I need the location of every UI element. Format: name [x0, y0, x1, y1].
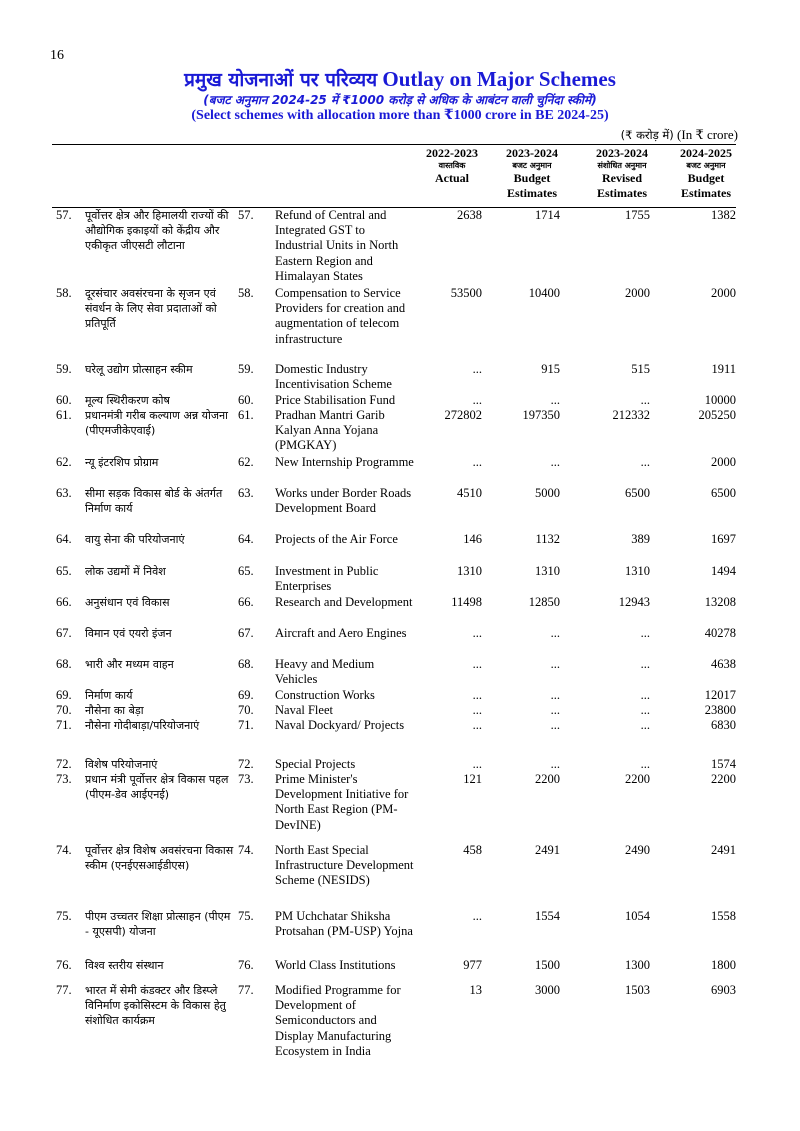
row-number-hindi: 65.	[56, 564, 72, 578]
row-number-hindi: 71.	[56, 718, 72, 732]
row-number-hindi: 63.	[56, 486, 72, 500]
value-actual-2022-23: 1310	[457, 564, 482, 578]
value-be-2024-25: 6830	[711, 718, 736, 732]
unit-label	[621, 127, 738, 143]
row-number-english: 68.	[238, 657, 254, 671]
value-be-2024-25: 2200	[711, 772, 736, 786]
row-number-english: 69.	[238, 688, 254, 702]
value-be-2023-24: 1500	[535, 958, 560, 972]
row-number-hindi: 61.	[56, 408, 72, 422]
value-actual-2022-23: ...	[472, 718, 482, 732]
value-re-2023-24: ...	[640, 757, 650, 771]
value-be-2023-24: 1132	[535, 532, 560, 546]
value-actual-2022-23: 2638	[457, 208, 482, 222]
scheme-name-english: Pradhan Mantri Garib Kalyan Anna Yojana (PMGKAY)	[275, 408, 385, 453]
value-be-2024-25: 2491	[711, 843, 736, 857]
title-english: Outlay on Major Schemes	[382, 67, 616, 91]
row-number-hindi: 73.	[56, 772, 72, 786]
row-number-hindi: 76.	[56, 958, 72, 972]
value-re-2023-24: 2200	[625, 772, 650, 786]
scheme-name-hindi: प्रधान मंत्री पूर्वोत्तर क्षेत्र विकास पहल (पीएम-डेव आईएनई)	[85, 773, 229, 802]
scheme-name-hindi: सीमा सड़क विकास बोर्ड के अंतर्गत निर्माण कार्य	[85, 487, 223, 516]
row-number-english: 72.	[238, 757, 254, 771]
value-be-2024-25: 6500	[711, 486, 736, 500]
value-be-2024-25: 4638	[711, 657, 736, 671]
scheme-name-english: Works under Border Roads Development Board	[275, 486, 412, 516]
value-re-2023-24: ...	[640, 455, 650, 469]
value-re-2023-24: 1054	[625, 909, 650, 923]
scheme-name-english: Price Stabilisation Fund	[275, 393, 396, 407]
value-actual-2022-23: 146	[463, 532, 482, 546]
scheme-name-english: Prime Minister's Development Initiative for North East Region (PM-DevINE)	[275, 772, 409, 832]
value-be-2024-25: 1574	[711, 757, 736, 771]
value-actual-2022-23: 977	[463, 958, 482, 972]
value-actual-2022-23: 53500	[450, 286, 482, 300]
value-actual-2022-23: ...	[472, 757, 482, 771]
value-actual-2022-23: ...	[472, 657, 482, 671]
row-number-english: 67.	[238, 626, 254, 640]
value-actual-2022-23: 121	[463, 772, 482, 786]
value-be-2024-25: 40278	[704, 626, 736, 640]
row-number-english: 76.	[238, 958, 254, 972]
value-actual-2022-23: 13	[469, 983, 482, 997]
col-header-actual: 2022-2023 वास्तविक Actual	[426, 146, 478, 185]
value-actual-2022-23: ...	[472, 688, 482, 702]
value-be-2023-24: 5000	[535, 486, 560, 500]
value-be-2023-24: 2200	[535, 772, 560, 786]
row-number-english: 71.	[238, 718, 254, 732]
row-number-hindi: 68.	[56, 657, 72, 671]
scheme-name-english: Aircraft and Aero Engines	[275, 626, 407, 640]
subtitle-english: (Select schemes with allocation more than ₹1000 crore in BE 2024-25)	[191, 108, 609, 123]
value-actual-2022-23: ...	[472, 626, 482, 640]
value-be-2023-24: ...	[550, 703, 560, 717]
row-number-english: 61.	[238, 408, 254, 422]
page-title	[0, 66, 800, 92]
value-be-2023-24: ...	[550, 626, 560, 640]
scheme-name-hindi: दूरसंचार अवसंरचना के सृजन एवं संवर्धन के लिए सेवा प्रदाताओं को प्रतिपूर्ति	[85, 287, 217, 331]
value-be-2023-24: 1554	[535, 909, 560, 923]
value-actual-2022-23: ...	[472, 909, 482, 923]
scheme-name-hindi: न्यू इंटरशिप प्रोग्राम	[85, 456, 159, 469]
row-number-hindi: 66.	[56, 595, 72, 609]
scheme-name-english: Projects of the Air Force	[275, 532, 398, 546]
scheme-name-english: PM Uchchatar Shiksha Protsahan (PM-USP) Yojna	[275, 909, 413, 939]
scheme-name-hindi: घरेलू उद्योग प्रोत्साहन स्कीम	[85, 363, 193, 376]
value-be-2024-25: 1494	[711, 564, 736, 578]
scheme-name-hindi: निर्माण कार्य	[85, 689, 133, 702]
scheme-name-english: North East Special Infrastructure Development Scheme (NESIDS)	[275, 843, 414, 888]
value-re-2023-24: ...	[640, 718, 650, 732]
row-number-english: 75.	[238, 909, 254, 923]
row-number-hindi: 57.	[56, 208, 72, 222]
value-be-2024-25: 6903	[711, 983, 736, 997]
row-number-english: 73.	[238, 772, 254, 786]
value-re-2023-24: 6500	[625, 486, 650, 500]
scheme-name-english: World Class Institutions	[275, 958, 396, 972]
row-number-english: 74.	[238, 843, 254, 857]
scheme-name-english: Research and Development	[275, 595, 413, 609]
scheme-name-hindi: पूर्वोत्तर क्षेत्र विशेष अवसंरचना विकास स्कीम (एनईएसआईडीएस)	[85, 844, 234, 873]
value-be-2023-24: 1310	[535, 564, 560, 578]
row-number-hindi: 58.	[56, 286, 72, 300]
row-number-hindi: 77.	[56, 983, 72, 997]
row-number-hindi: 72.	[56, 757, 72, 771]
row-number-hindi: 74.	[56, 843, 72, 857]
scheme-name-hindi: प्रधानमंत्री गरीब कल्याण अन्न योजना (पीएमजीकेएवाई)	[85, 409, 228, 438]
value-actual-2022-23: ...	[472, 703, 482, 717]
scheme-name-hindi: विशेष परियोजनाएं	[85, 758, 158, 771]
scheme-name-hindi: नौसेना गोदीबाड़ा/परियोजनाएं	[85, 719, 200, 732]
scheme-name-hindi: लोक उद्यमों में निवेश	[85, 565, 166, 578]
scheme-name-english: Investment in Public Enterprises	[275, 564, 379, 594]
value-actual-2022-23: ...	[472, 362, 482, 376]
value-be-2024-25: 205250	[698, 408, 736, 422]
value-be-2023-24: ...	[550, 393, 560, 407]
page-number: 16	[50, 48, 64, 63]
row-number-english: 59.	[238, 362, 254, 376]
row-number-english: 58.	[238, 286, 254, 300]
value-re-2023-24: ...	[640, 657, 650, 671]
value-re-2023-24: ...	[640, 626, 650, 640]
unit-hindi: (₹ करोड़ में)	[620, 128, 674, 142]
row-number-english: 62.	[238, 455, 254, 469]
value-be-2023-24: ...	[550, 718, 560, 732]
value-be-2024-25: 1697	[711, 532, 736, 546]
scheme-name-english: Special Projects	[275, 757, 356, 771]
value-be-2023-24: 2491	[535, 843, 560, 857]
value-be-2024-25: 1382	[711, 208, 736, 222]
value-be-2023-24: ...	[550, 757, 560, 771]
row-number-hindi: 75.	[56, 909, 72, 923]
scheme-name-hindi: मूल्य स्थिरीकरण कोष	[85, 394, 170, 407]
scheme-name-hindi: विमान एवं एयरो इंजन	[85, 627, 172, 640]
value-re-2023-24: 12943	[618, 595, 650, 609]
value-actual-2022-23: ...	[472, 393, 482, 407]
value-be-2024-25: 1558	[711, 909, 736, 923]
row-number-english: 64.	[238, 532, 254, 546]
value-re-2023-24: 389	[631, 532, 650, 546]
subtitle-hindi: (बजट अनुमान 2024-25 में ₹1000 करोड़ से अधिक के आबंटन वाली चुनिंदा स्कीमें)	[203, 93, 597, 107]
value-be-2024-25: 12017	[704, 688, 736, 702]
value-be-2024-25: 1800	[711, 958, 736, 972]
value-re-2023-24: 515	[631, 362, 650, 376]
row-number-hindi: 59.	[56, 362, 72, 376]
value-re-2023-24: ...	[640, 703, 650, 717]
scheme-name-english: Modified Programme for Development of Semiconductors and Display Manufacturing Ecosystem in India	[275, 983, 401, 1058]
scheme-name-english: Naval Fleet	[275, 703, 333, 717]
scheme-name-hindi: पूर्वोत्तर क्षेत्र और हिमालयी राज्यों की औद्योगिक इकाइयों को केंद्रीय और एकीकृत जीएसटी लौटाना	[85, 209, 229, 253]
value-be-2023-24: 915	[541, 362, 560, 376]
value-be-2024-25: 10000	[704, 393, 736, 407]
row-number-hindi: 60.	[56, 393, 72, 407]
value-actual-2022-23: 458	[463, 843, 482, 857]
value-re-2023-24: 1503	[625, 983, 650, 997]
scheme-name-english: Domestic Industry Incentivisation Scheme	[275, 362, 392, 392]
value-be-2024-25: 2000	[711, 286, 736, 300]
value-be-2024-25: 23800	[704, 703, 736, 717]
value-be-2023-24: 10400	[528, 286, 560, 300]
scheme-name-hindi: भारी और मध्यम वाहन	[85, 658, 174, 671]
scheme-name-english: Naval Dockyard/ Projects	[275, 718, 405, 732]
value-actual-2022-23: ...	[472, 455, 482, 469]
value-actual-2022-23: 4510	[457, 486, 482, 500]
row-number-hindi: 67.	[56, 626, 72, 640]
scheme-name-hindi: पीएम उच्चतर शिक्षा प्रोत्साहन (पीएम - यूएसपी) योजना	[85, 910, 231, 939]
value-re-2023-24: 2000	[625, 286, 650, 300]
col-header-be-2024: 2024-2025 बजट अनुमान Budget Estimates	[680, 146, 732, 200]
scheme-name-english: Refund of Central and Integrated GST to Industrial Units in North Eastern Region and Himalayan States	[275, 208, 399, 283]
scheme-name-english: Heavy and Medium Vehicles	[275, 657, 375, 687]
value-be-2023-24: ...	[550, 455, 560, 469]
value-re-2023-24: 1755	[625, 208, 650, 222]
title-hindi: प्रमुख योजनाओं पर परिव्यय	[184, 69, 378, 91]
value-be-2023-24: 1714	[535, 208, 560, 222]
value-be-2024-25: 13208	[704, 595, 736, 609]
value-re-2023-24: 2490	[625, 843, 650, 857]
value-re-2023-24: 212332	[612, 408, 650, 422]
scheme-name-english: Compensation to Service Providers for creation and augmentation of telecom infrastructure	[275, 286, 406, 346]
value-re-2023-24: 1300	[625, 958, 650, 972]
value-actual-2022-23: 272802	[444, 408, 482, 422]
row-number-english: 65.	[238, 564, 254, 578]
row-number-english: 57.	[238, 208, 254, 222]
scheme-name-hindi: नौसेना का बेड़ा	[85, 704, 144, 717]
row-number-english: 77.	[238, 983, 254, 997]
value-re-2023-24: 1310	[625, 564, 650, 578]
row-number-hindi: 62.	[56, 455, 72, 469]
value-be-2023-24: ...	[550, 688, 560, 702]
value-actual-2022-23: 11498	[451, 595, 482, 609]
col-header-be-2023: 2023-2024 बजट अनुमान Budget Estimates	[506, 146, 558, 200]
row-number-english: 70.	[238, 703, 254, 717]
header-top-rule	[52, 144, 736, 145]
row-number-hindi: 64.	[56, 532, 72, 546]
col-header-re-2023: 2023-2024 संशोधित अनुमान Revised Estimates	[596, 146, 648, 200]
row-number-hindi: 69.	[56, 688, 72, 702]
value-be-2024-25: 2000	[711, 455, 736, 469]
row-number-hindi: 70.	[56, 703, 72, 717]
value-be-2024-25: 1911	[711, 362, 736, 376]
value-be-2023-24: 197350	[522, 408, 560, 422]
value-re-2023-24: ...	[640, 393, 650, 407]
scheme-name-hindi: अनुसंधान एवं विकास	[85, 596, 170, 609]
row-number-english: 66.	[238, 595, 254, 609]
scheme-name-hindi: विश्व स्तरीय संस्थान	[85, 959, 164, 972]
scheme-name-hindi: वायु सेना की परियोजनाएं	[85, 533, 185, 546]
row-number-english: 60.	[238, 393, 254, 407]
row-number-english: 63.	[238, 486, 254, 500]
scheme-name-english: New Internship Programme	[275, 455, 414, 469]
unit-english: (In ₹ crore)	[677, 127, 738, 142]
value-be-2023-24: 12850	[528, 595, 560, 609]
scheme-name-hindi: भारत में सेमी कंडक्टर और डिस्प्ले विनिर्माण इकोसिस्टम के विकास हेतु संशोधित कार्यक्रम	[85, 984, 226, 1028]
scheme-name-english: Construction Works	[275, 688, 375, 702]
value-re-2023-24: ...	[640, 688, 650, 702]
value-be-2023-24: ...	[550, 657, 560, 671]
value-be-2023-24: 3000	[535, 983, 560, 997]
